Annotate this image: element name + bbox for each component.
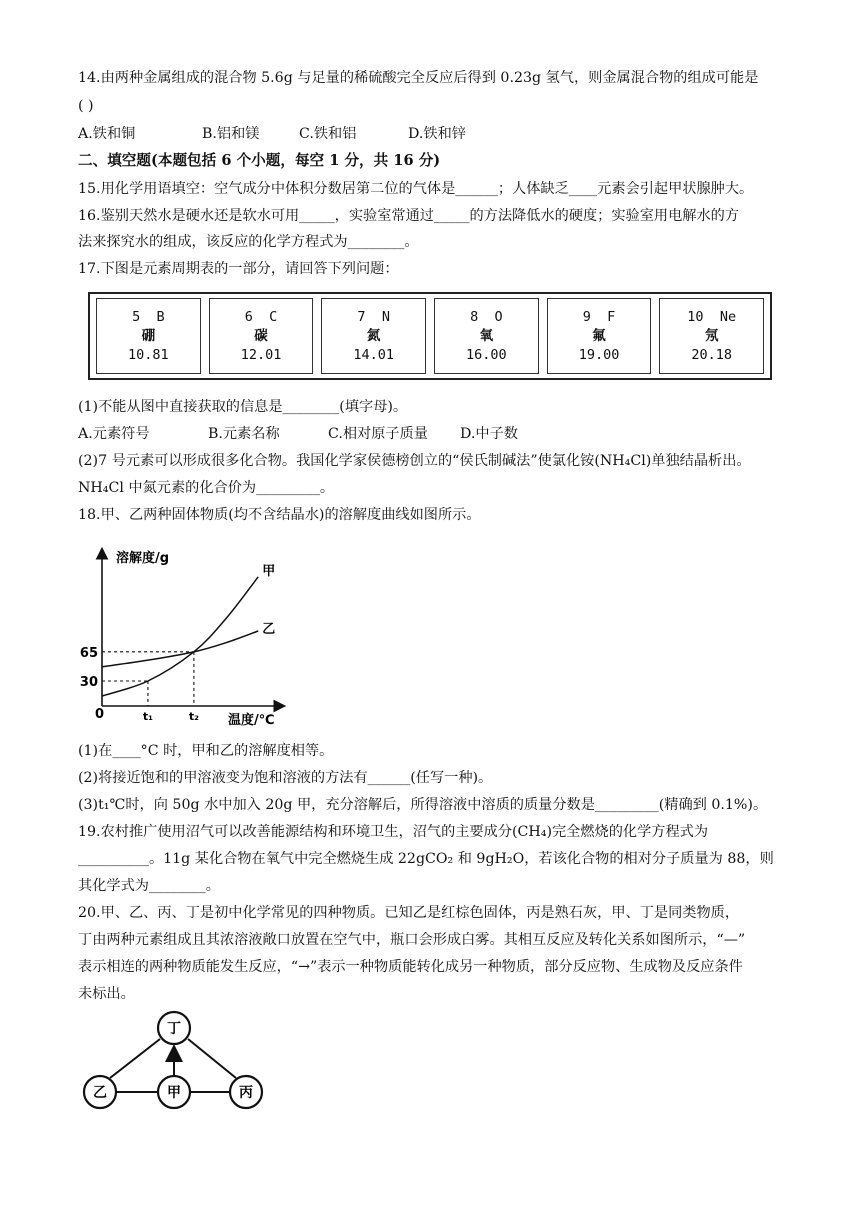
element-number-symbol <box>322 308 425 327</box>
q14-option-c: C.铁和铝 <box>299 126 357 142</box>
element-number-symbol <box>435 308 538 327</box>
element-cell <box>659 298 764 374</box>
element-number: 9 <box>582 308 591 325</box>
node-yi-label: 乙 <box>93 1085 107 1101</box>
y-axis-label: 溶解度/g <box>116 551 170 566</box>
element-name: 氧 <box>479 327 494 344</box>
q17-sub1-options <box>78 424 518 444</box>
q16-line-2: 法来探究水的组成，该反应的化学方程式为________。 <box>78 234 419 250</box>
element-mass: 16.00 <box>466 346 507 363</box>
element-mass: 10.81 <box>128 346 169 363</box>
q17-sub2-line-2: NH₄Cl 中氮元素的化合价为_________。 <box>78 480 335 496</box>
section-2-title: 二、填空题(本题包括 6 个小题，每空 1 分，共 16 分) <box>78 152 441 169</box>
x-tick-t1: t₁ <box>142 710 153 723</box>
q20-line-2: 丁由两种元素组成且其浓溶液敞口放置在空气中，瓶口会形成白雾。其相互反应及转化关系如图所示，“—” <box>78 932 746 948</box>
q20-line-3: 表示相连的两种物质能发生反应，“→”表示一种物质能转化成另一种物质，部分反应物、生成物及反应条件 <box>78 959 743 975</box>
origin-label: 0 <box>95 707 105 722</box>
q14-option-b: B.铝和镁 <box>202 126 260 142</box>
element-number: 5 <box>132 308 141 325</box>
element-number-symbol <box>97 308 200 327</box>
element-number-symbol <box>210 308 313 327</box>
solubility-chart <box>78 540 298 730</box>
q17-option-b: B.元素名称 <box>208 426 280 442</box>
q18-stem: 18.甲、乙两种固体物质(均不含结晶水)的溶解度曲线如图所示。 <box>78 507 481 523</box>
node-bing-label: 丙 <box>239 1085 253 1101</box>
element-number-symbol <box>660 308 763 327</box>
q15-text: 15.用化学用语填空：空气成分中体积分数居第二位的气体是______；人体缺乏____元素会引起甲状腺肿大。 <box>78 181 754 197</box>
element-number: 8 <box>470 308 479 325</box>
q17-option-a: A.元素符号 <box>78 426 150 442</box>
element-name: 氟 <box>592 327 606 344</box>
element-mass: 14.01 <box>353 346 394 363</box>
q14-paren: ( ) <box>78 98 94 114</box>
element-number-symbol <box>548 308 651 327</box>
element-name: 硼 <box>141 327 156 344</box>
element-cell <box>321 298 426 374</box>
x-tick-t2: t₂ <box>188 710 199 723</box>
q20-line-1: 20.甲、乙、丙、丁是初中化学常见的四种物质。已知乙是红棕色固体，丙是熟石灰，甲、丁是同类物质， <box>78 905 740 921</box>
q17-sub2-line-1: (2)7 号元素可以形成很多化合物。我国化学家侯德榜创立的“侯氏制碱法”使氯化铵(NH₄Cl)单独结晶析出。 <box>78 453 751 469</box>
element-name: 碳 <box>254 327 268 344</box>
element-symbol: N <box>381 308 390 325</box>
q17-option-c: C.相对原子质量 <box>328 426 428 442</box>
series-label-jia: 甲 <box>262 563 276 579</box>
link-ding-yi <box>110 1039 160 1078</box>
element-symbol: C <box>269 308 278 325</box>
element-name: 氖 <box>704 327 719 344</box>
element-cell <box>434 298 539 374</box>
x-axis-label: 温度/℃ <box>228 713 275 728</box>
q18-sub3: (3)t₁℃时，向 50g 水中加入 20g 甲，充分溶解后，所得溶液中溶质的质量分数是_________(精确到 0.1%)。 <box>78 797 768 813</box>
series-line-jia <box>102 577 258 696</box>
element-number: 7 <box>357 308 366 325</box>
periodic-table-excerpt <box>88 292 772 380</box>
node-jia-label: 甲 <box>167 1085 181 1101</box>
element-mass: 19.00 <box>578 346 620 363</box>
element-mass: 12.01 <box>240 346 282 363</box>
element-symbol: B <box>156 308 165 325</box>
element-number: 10 <box>687 308 704 325</box>
q18-sub1: (1)在____°C 时，甲和乙的溶解度相等。 <box>78 743 334 759</box>
q17-sub1: (1)不能从图中直接获取的信息是________(填字母)。 <box>78 399 408 415</box>
q19-line-1: 19.农村推广使用沼气可以改善能源结构和环境卫生，沼气的主要成分(CH₄)完全燃烧的化学方程式为 <box>78 824 709 840</box>
element-symbol: F <box>607 308 616 325</box>
q19-line-3: 其化学式为________。 <box>78 878 220 894</box>
element-mass: 20.18 <box>691 346 733 363</box>
q14-option-a: A.铁和铜 <box>78 126 136 142</box>
q20-line-4: 未标出。 <box>78 986 135 1002</box>
y-tick-65: 65 <box>79 645 98 661</box>
series-label-yi: 乙 <box>262 622 276 637</box>
relation-diagram <box>74 1008 274 1118</box>
element-name: 氮 <box>366 327 381 344</box>
q17-stem: 17.下图是元素周期表的一部分，请回答下列问题： <box>78 261 399 277</box>
element-cell <box>96 298 201 374</box>
link-ding-bing <box>188 1039 236 1078</box>
q16-line-1: 16.鉴别天然水是硬水还是软水可用_____，实验室常通过_____的方法降低水的硬度；实验室用电解水的方 <box>78 208 740 224</box>
element-cell <box>547 298 652 374</box>
q14-option-d: D.铁和锌 <box>408 126 466 142</box>
element-number: 6 <box>244 308 253 325</box>
q14-options <box>78 124 466 144</box>
q18-sub2: (2)将接近饱和的甲溶液变为饱和溶液的方法有______(任写一种)。 <box>78 770 493 786</box>
q14-stem: 14.由两种金属组成的混合物 5.6g 与足量的稀硫酸完全反应后得到 0.23g 氢气，则金属混合物的组成可能是 <box>78 70 759 86</box>
q17-option-d: D.中子数 <box>460 426 518 442</box>
q19-line-2: __________。11g 某化合物在氧气中完全燃烧生成 22gCO₂ 和 9gH₂O，若该化合物的相对分子质量为 88，则 <box>78 851 774 867</box>
node-ding-label: 丁 <box>167 1021 181 1037</box>
element-symbol: O <box>494 308 503 325</box>
y-tick-30: 30 <box>79 675 98 690</box>
element-symbol: Ne <box>719 308 737 325</box>
element-cell <box>209 298 314 374</box>
